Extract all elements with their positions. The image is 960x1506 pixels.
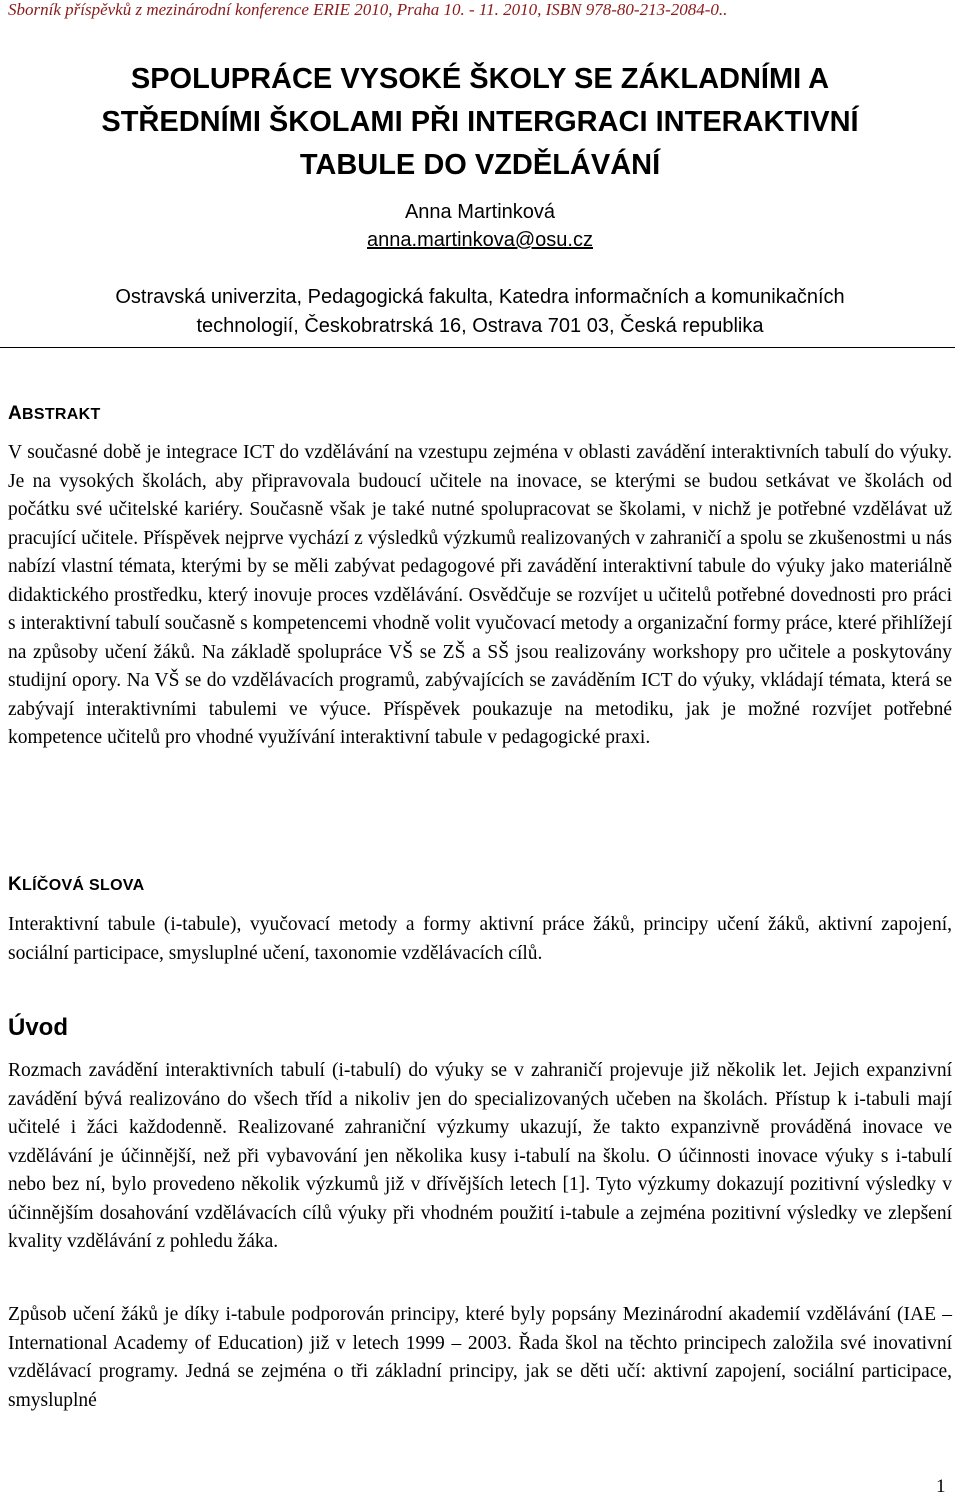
title-line: STŘEDNÍMI ŠKOLAMI PŘI INTERGRACI INTERAKTIVNÍ bbox=[101, 106, 859, 138]
intro-paragraph-1: Rozmach zavádění interaktivních tabulí (i-tabulí) do výuky se v zahraničí projevuje již několik let. Jejich expanzivní zavádění bývá realizováno do všech tříd a nikoliv jen do specializovaných učeben na školách. Přístup k i-tabuli mají učitelé i žáci každodenně. Realizované zahraniční výzkumy ukazují, že takto expanzivně prováděná inovace ve vzdělávání je účinnější, než při vybavování jen několika kusy i-tabulí na školu. O účinnosti inovace výuky s i-tabulí nebo bez ní, bylo provedeno několik výzkumů již v dřívějších letech [1]. Tyto výzkumy dokazují pozitivní výsledky v účinnějším dosahování vzdělávacích cílů výuky při vhodném použití i-tabule a zejména pozitivní výsledky ve zlepšení kvality vzdělávání z pohledu žáka. bbox=[8, 1060, 952, 1252]
title-line: SPOLUPRÁCE VYSOKÉ ŠKOLY SE ZÁKLADNÍMI A bbox=[130, 63, 830, 95]
heading-initial: A bbox=[8, 403, 23, 424]
heading-rest: BSTRAKT bbox=[22, 406, 101, 423]
author-email-link[interactable]: anna.martinkova@osu.cz bbox=[367, 229, 593, 251]
page-number: 1 bbox=[936, 1476, 946, 1497]
keywords-heading bbox=[8, 874, 144, 896]
heading-rest: LÍČOVÁ SLOVA bbox=[22, 877, 145, 894]
affiliation-line: technologií, Českobratrská 16, Ostrava 701 03, Česká republika bbox=[196, 315, 764, 337]
running-header: Sborník příspěvků z mezinárodní konference ERIE 2010, Praha 10. - 11. 2010, ISBN 978-80-213-2084-0.. bbox=[8, 0, 728, 19]
separator-rule bbox=[0, 347, 955, 348]
keywords-text: Interaktivní tabule (i-tabule), vyučovací metody a formy aktivní práce žáků, principy učení žáků, aktivní zapojení, sociální participace, smysluplné učení, taxonomie vzdělávacích cílů. bbox=[8, 914, 952, 964]
author-affiliation bbox=[0, 283, 960, 341]
intro-paragraph-2: Způsob učení žáků je díky i-tabule podporován principy, které byly popsány Mezinárodní akademií vzdělávání (IAE – International Academy of Education) již v letech 1999 – 2003. Řada škol na těchto principech založila své inovativní vzdělávací programy. Jedná se zejména o tři základní principy, jak se děti učí: aktivní zapojení, sociální participace, smysluplné bbox=[8, 1304, 952, 1411]
abstract-text: V současné době je integrace ICT do vzdělávání na vzestupu zejména v oblasti zavádění interaktivních tabulí do výuky. Je na vysokých školách, aby připravovala budoucí učitele na inovace, se kterými se budou setkávat ve školách od počátku své učitelské kariéry. Současně však je také nutné spolupracovat se školami, v nichž je potřebné vzdělávat už pracující učitele. Příspěvek nejprve vychází z výsledků výzkumů realizovaných v zahraničí a spolu se zkušenostmi u nás nabízí vlastní témata, kterými by se měli zabývat pedagogové při zavádění interaktivní tabule do výuky jako materiálně didaktického prostředku, který inovuje proces vzdělávání. Osvědčuje se rozvíjet u učitelů potřebné dovednosti pro práci s interaktivní tabulí současně s kompetencemi vhodně volit vyučovací metody a organizační formy práce, které přihlížejí na způsoby učení žáků. Na základě spolupráce VŠ se ZŠ a SŠ jsou realizovány workshopy pro učitele a poskytovány studijní opory. Na VŠ se do vzdělávacích programů, zabývajících se zaváděním ICT do výuky, vkládají témata, která se zabývají interaktivními tabulemi ve výuce. Příspěvek poukazuje na metodiku, jak je možné rozvíjet potřebné kompetence učitelů pro vhodné využívání interaktivní tabule v pedagogické praxi. bbox=[8, 442, 952, 748]
author-name: Anna Martinková bbox=[404, 201, 556, 223]
heading-initial: K bbox=[8, 874, 23, 895]
intro-heading: Úvod bbox=[8, 1014, 68, 1041]
abstract-heading bbox=[8, 403, 101, 425]
paper-title bbox=[0, 58, 960, 187]
title-line: TABULE DO VZDĚLÁVÁNÍ bbox=[299, 149, 661, 181]
affiliation-line: Ostravská univerzita, Pedagogická fakulta, Katedra informačních a komunikačních bbox=[115, 286, 845, 308]
